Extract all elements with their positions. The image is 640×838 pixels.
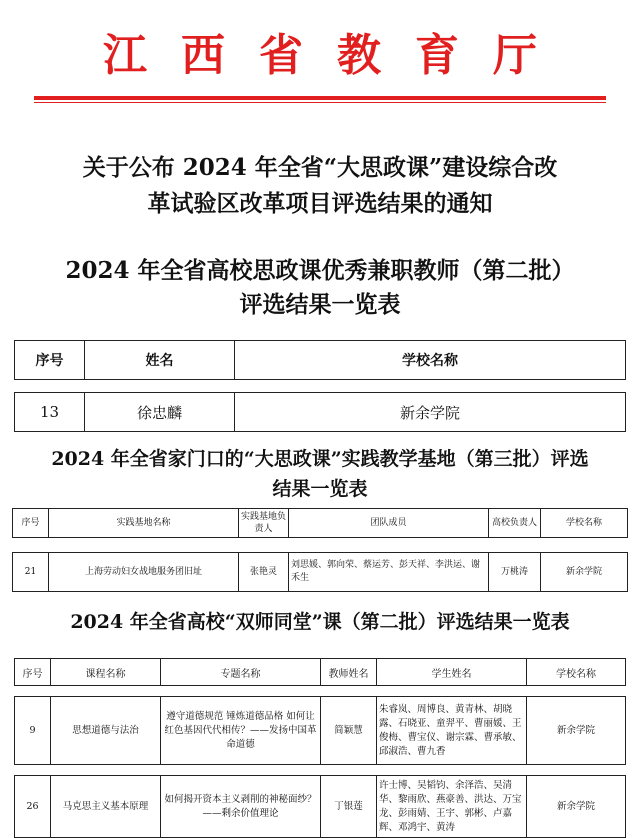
cell-students: 朱睿岚、周博良、黄青林、胡晓露、石晓亚、童羿平、曹丽媛、王俊梅、曹宝仪、谢宗霖、曹承敏、邱淑浩、曹九香 — [377, 697, 527, 765]
cell-school: 新余学院 — [527, 776, 626, 838]
cell-no: 21 — [13, 553, 49, 592]
cell-school: 新余学院 — [235, 393, 626, 432]
header-school-lead: 高校负责人 — [489, 509, 541, 538]
cell-no: 26 — [15, 776, 51, 838]
table-row — [13, 553, 628, 592]
cell-base-name: 上海劳动妇女战地服务团旧址 — [49, 553, 239, 592]
dual-teacher-course-table — [14, 658, 626, 838]
header-base-name: 实践基地名称 — [49, 509, 239, 538]
section3-title: 2024 年全省高校“双师同堂”课（第二批）评选结果一览表 — [70, 611, 570, 633]
cell-course: 马克思主义基本原理 — [51, 776, 161, 838]
letterhead-title: 江西省教育厅 — [103, 30, 571, 81]
cell-base-lead: 张艳灵 — [239, 553, 289, 592]
section1-title — [0, 254, 640, 322]
table-header-row — [15, 659, 626, 686]
section2-title — [0, 444, 640, 504]
notice-title-line1: 关于公布 2024 年全省“大思政课”建设综合改 — [82, 154, 558, 181]
cell-school: 新余学院 — [527, 697, 626, 765]
letterhead-thin-rule — [34, 102, 606, 103]
notice-title-line2: 革试验区改革项目评选结果的通知 — [147, 190, 493, 217]
header-course: 课程名称 — [51, 659, 161, 686]
section2-title-line2: 结果一览表 — [272, 478, 368, 500]
table-row — [15, 393, 626, 432]
cell-name: 徐忠麟 — [85, 393, 235, 432]
cell-teacher: 丁银莲 — [321, 776, 377, 838]
cell-school: 新余学院 — [541, 553, 628, 592]
part-time-teacher-table — [14, 340, 626, 432]
table-row — [15, 776, 626, 838]
header-school: 学校名称 — [527, 659, 626, 686]
cell-team: 刘思媛、郭向荣、蔡运芳、彭天祥、李洪运、谢禾生 — [289, 553, 489, 592]
header-base-lead: 实践基地负责人 — [239, 509, 289, 538]
header-name: 姓名 — [85, 341, 235, 380]
header-team: 团队成员 — [289, 509, 489, 538]
cell-teacher: 简颖慧 — [321, 697, 377, 765]
practice-base-table — [12, 508, 628, 592]
section2-title-line1: 2024 年全省家门口的“大思政课”实践教学基地（第三批）评选 — [51, 448, 589, 470]
header-no: 序号 — [15, 341, 85, 380]
cell-topic: 如何揭开资本主义剥削的神秘面纱？——剩余价值理论 — [161, 776, 321, 838]
cell-no: 9 — [15, 697, 51, 765]
section1-title-line2: 评选结果一览表 — [239, 291, 401, 318]
table-row — [15, 697, 626, 765]
cell-course: 思想道德与法治 — [51, 697, 161, 765]
header-teacher: 教师姓名 — [321, 659, 377, 686]
cell-topic: 遵守道德规范 锤炼道德品格 如何让红色基因代代相传？——发扬中国革命道德 — [161, 697, 321, 765]
cell-no: 13 — [15, 393, 85, 432]
cell-school-lead: 万桃涛 — [489, 553, 541, 592]
header-no: 序号 — [13, 509, 49, 538]
cell-students: 许士博、吴韬钧、余泽浩、吴清华、黎雨欣、燕豪善、洪达、万宝龙、彭雨婧、王宇、郭彬、卢嘉辉、邓鸿宇、黄涛 — [377, 776, 527, 838]
header-students: 学生姓名 — [377, 659, 527, 686]
table-header-row — [13, 509, 628, 538]
table-header-row — [15, 341, 626, 380]
notice-title — [0, 150, 640, 222]
header-topic: 专题名称 — [161, 659, 321, 686]
header-school: 学校名称 — [541, 509, 628, 538]
section1-title-line1: 2024 年全省高校思政课优秀兼职教师（第二批） — [65, 257, 575, 284]
header-school: 学校名称 — [235, 341, 626, 380]
letterhead-red-rule — [34, 96, 606, 100]
header-no: 序号 — [15, 659, 51, 686]
